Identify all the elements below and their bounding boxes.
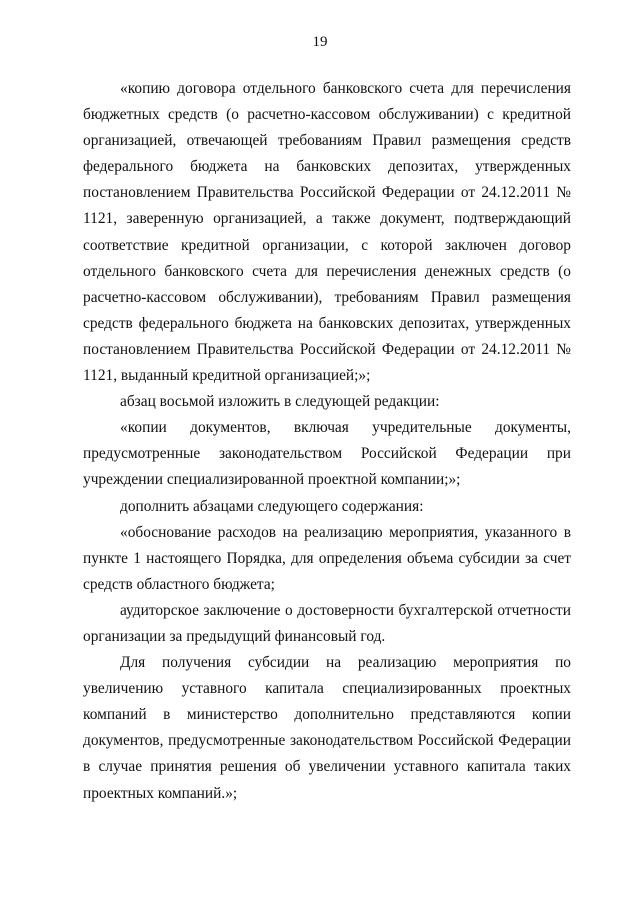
paragraph-add-clauses: дополнить абзацами следующего содержания:: [120, 497, 424, 515]
page-number: 19: [312, 34, 328, 50]
paragraph-amend-eighth-clause: абзац восьмой изложить в следующей редакции:: [120, 393, 440, 411]
paragraph-bank-account-contract-copy: «копию договора отдельного банковского счета для перечисления бюджетных средств (о расчетно-кассовом обслуживании) с кредитной организацией, отвечающей требованиям Правил размещения средств федерального бюджета на банковских депозитах, утвержденных постановлением Правительства Российской Федерации от 24.12.2011 № 1121, заверенную организацией, а также документ, подтверждающий соответствие кредитной организации, с которой заключен договор отдельного банковского счета для перечисления денежных средств (о расчетно-кассовом обслуживании), требованиям Правил размещения средств федерального бюджета на банковских депозитах, утвержденных постановлением Правительства Российской Федерации от 24.12.2011 № 1121, выданный кредитной организацией;»;: [83, 80, 571, 385]
paragraph-expense-justification: «обоснование расходов на реализацию мероприятия, указанного в пункте 1 настоящего Порядка, для определения объема субсидии за счет средств областного бюджета;: [83, 523, 571, 593]
paragraph-founding-documents-copies: «копии документов, включая учредительные документы, предусмотренные законодательством Российской Федерации при учреждении специализированной проектной компании;»;: [83, 419, 571, 489]
paragraph-capital-increase-subsidy: Для получения субсидии на реализацию мероприятия по увеличению уставного капитала специализированных проектных компаний в министерство дополнительно представляются копии документов, предусмотренные законодательством Российской Федерации в случае принятия решения об увеличении уставного капитала таких проектных компаний.»;: [83, 654, 571, 802]
paragraph-audit-report: аудиторское заключение о достоверности бухгалтерской отчетности организации за предыдущий финансовый год.: [83, 601, 571, 645]
document-body: [83, 76, 571, 807]
